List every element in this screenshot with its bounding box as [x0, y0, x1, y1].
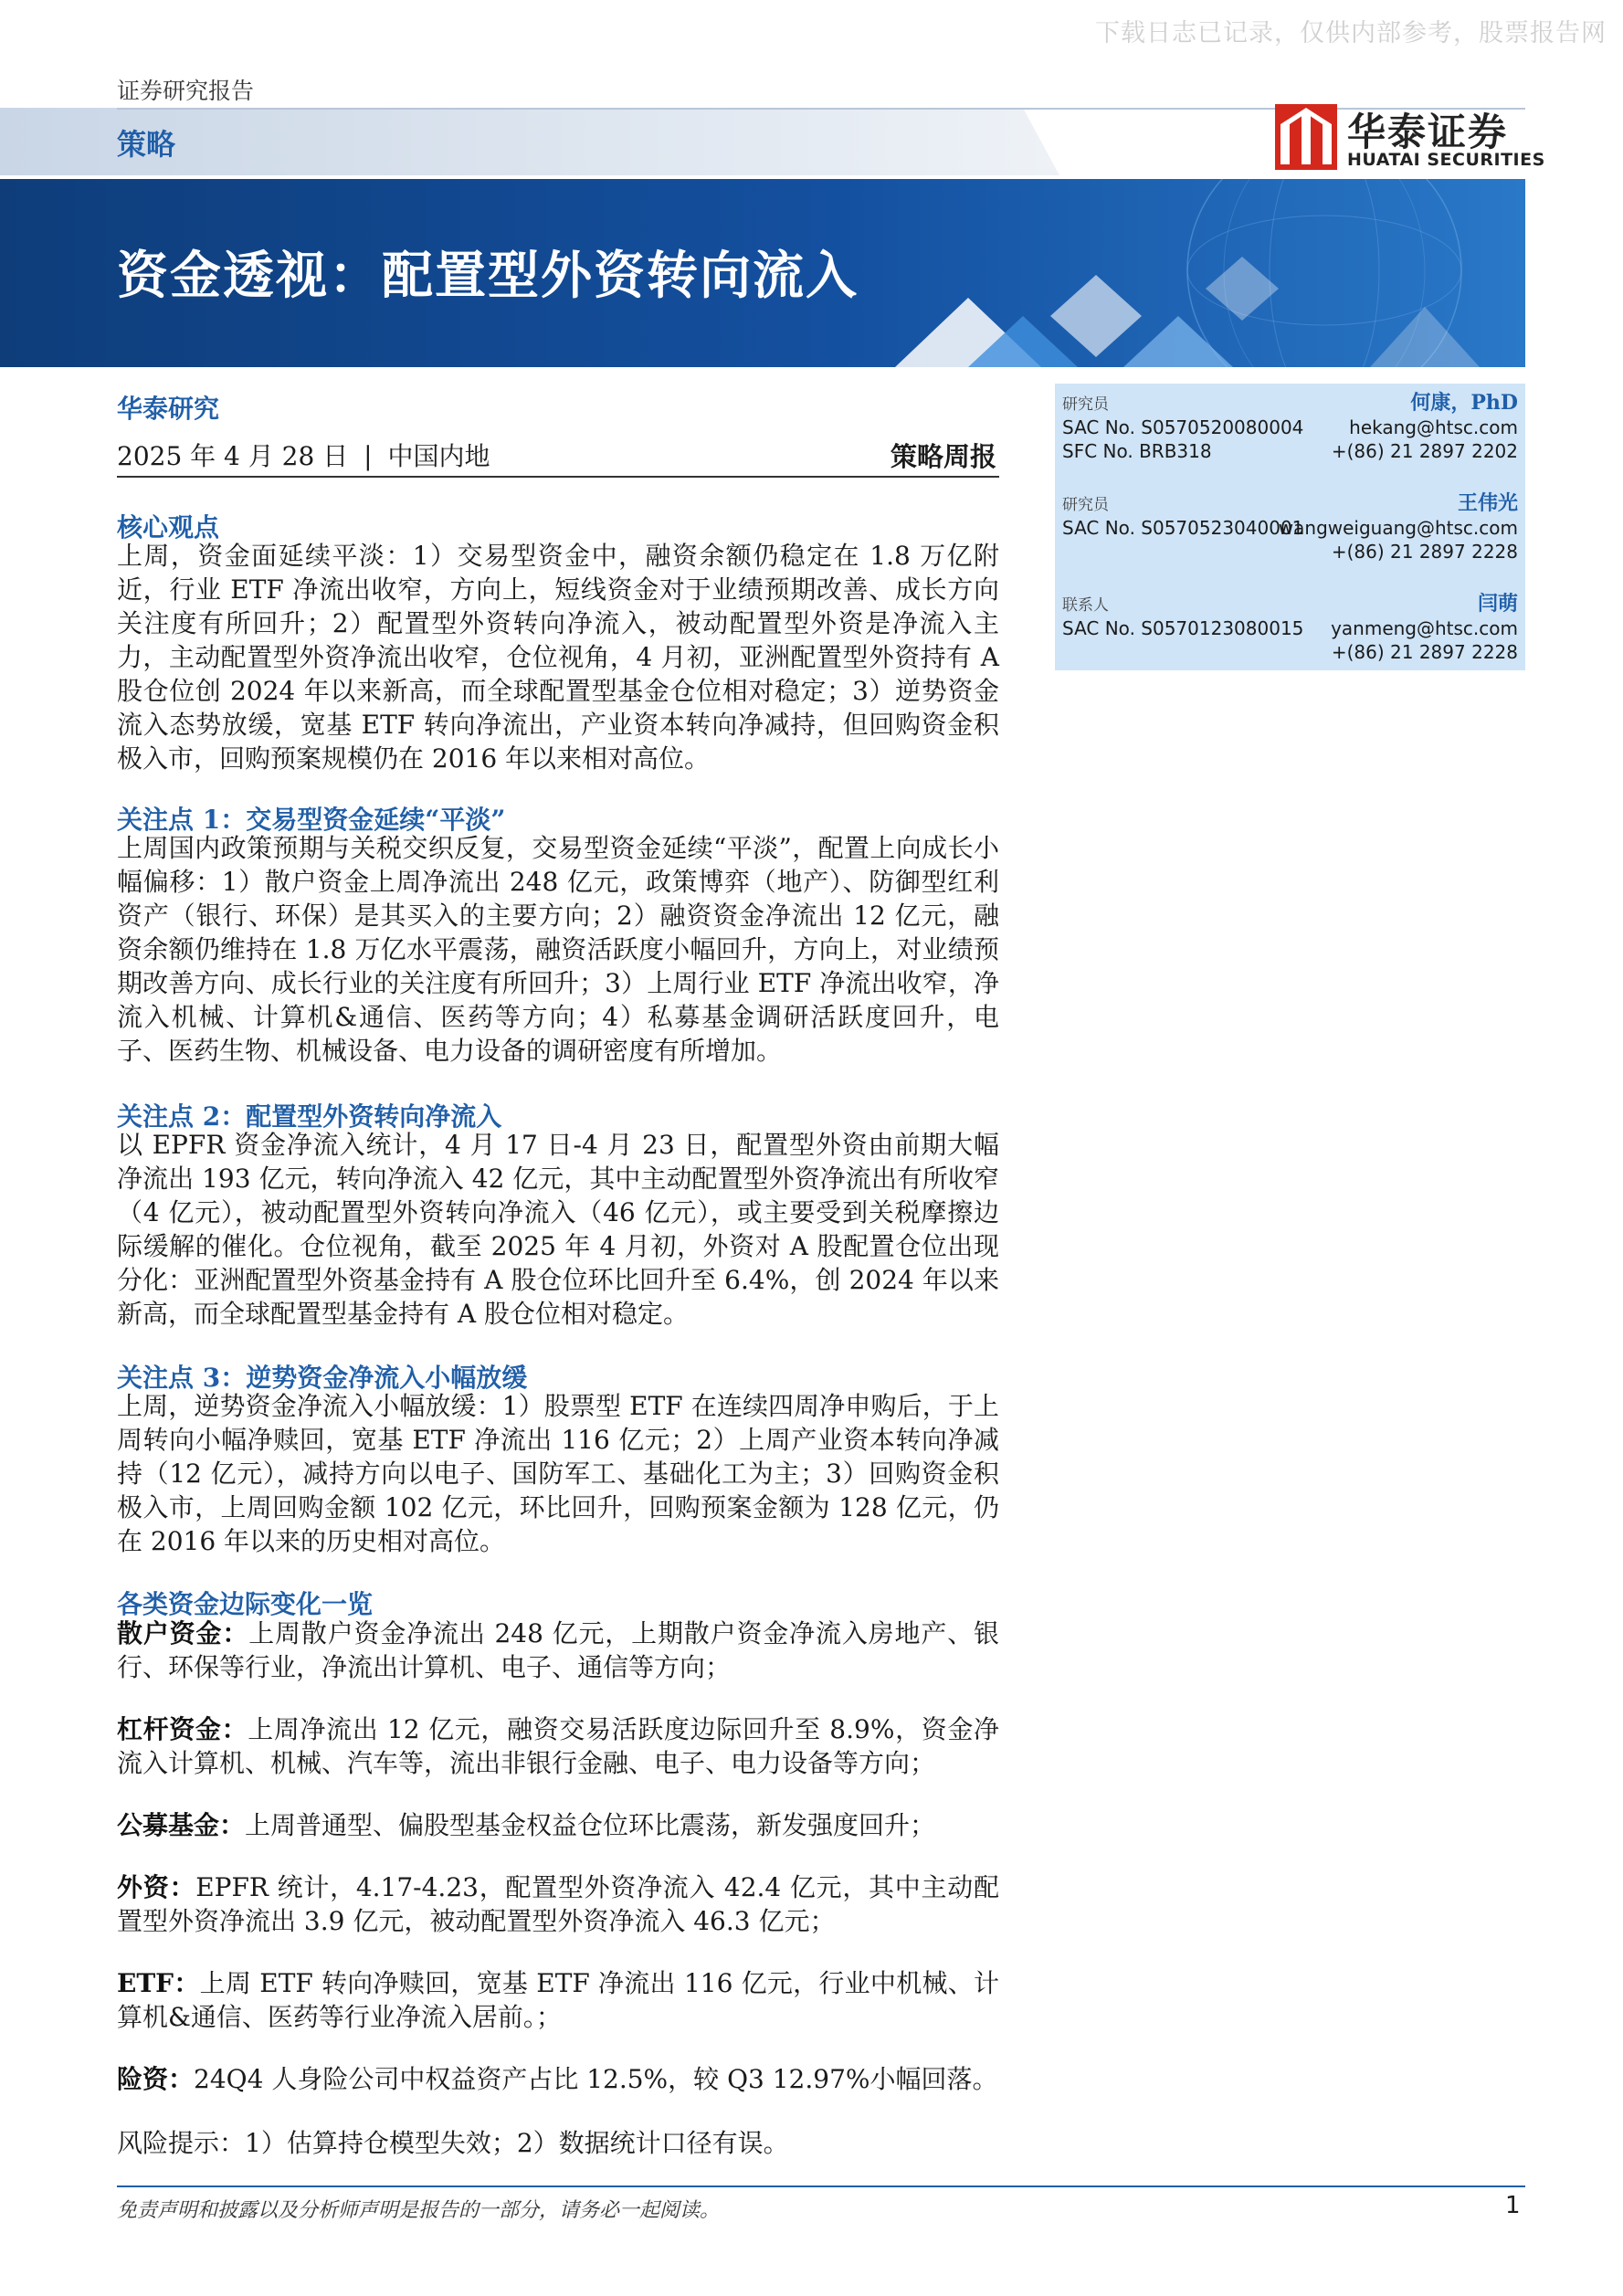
focus1-text: 上周国内政策预期与关税交织反复，交易型资金延续“平淡”，配置上向成长小幅偏移：1）散户资金上周净流出 248 亿元，政策博弈（地产）、防御型红利资产（银行、环保）是其买入的主要方向；2）融资资金净流出 12 亿元，融资余额仍维持在 1.8 万亿水平震荡，融资活跃度小幅回升，方向上，对业绩预期改善方向、成长行业的关注度有所回升；3）上周行业 ETF 净流出收窄，净流入机械、计算机&通信、医药等方向；4）私募基金调研活跃度回升，电子、医药生物、机械设备、电力设备的调研密度有所增加。 — [117, 833, 999, 1066]
overview-item-text: 上周普通型、偏股型基金权益仓位环比震荡，新发强度回升； — [245, 1810, 936, 1840]
core-heading: 核心观点 — [117, 512, 220, 542]
footer-rule — [117, 2185, 1525, 2187]
report-title: 资金透视：配置型外资转向流入 — [117, 246, 859, 306]
overview-item-label: ETF： — [117, 1968, 200, 1998]
overview-item — [117, 1966, 999, 2034]
analyst-role: 联系人 — [1062, 596, 1109, 615]
logo-text-en: HUATAI SECURITIES — [1347, 150, 1545, 170]
analyst-email[interactable]: wangweiguang@htsc.com — [1278, 517, 1518, 539]
analyst-name: 闫萌 — [1477, 592, 1518, 616]
overview-heading: 各类资金边际变化一览 — [117, 1589, 374, 1619]
separator: | — [364, 441, 373, 471]
overview-item-label: 外资： — [117, 1872, 196, 1902]
focus2-text: 以 EPFR 资金净流入统计，4 月 17 日-4 月 23 日，配置型外资由前期大幅净流出 193 亿元，转向净流入 42 亿元，其中主动配置型外资净流出有所收窄（4 亿元），被动配置型外资转向净流入（46 亿元），或主要受到关税摩擦边际缓解的催化。仓位视角，截至 2025 年 4 月初，外资对 A 股配置仓位出现分化：亚洲配置型外资基金持有 A 股仓位环比回升至 6.4%，创 2024 年以来新高，而全球配置型基金持有 A 股仓位相对稳定。 — [117, 1130, 999, 1329]
report-date: 2025 年 4 月 28 日 — [117, 441, 349, 471]
focus2-heading: 关注点 2：配置型外资转向净流入 — [117, 1101, 502, 1132]
overview-item-label: 公募基金： — [117, 1810, 246, 1840]
analyst-phone: +(86) 21 2897 2228 — [1331, 541, 1518, 563]
logo-mark-icon — [1275, 104, 1337, 170]
analyst-name: 王伟光 — [1457, 491, 1518, 515]
overview-item-text: EPFR 统计，4.17-4.23，配置型外资净流入 42.4 亿元，其中主动配置型外资净流出 3.9 亿元，被动配置型外资净流入 46.3 亿元； — [117, 1872, 999, 1936]
analyst-email[interactable]: yanmeng@htsc.com — [1331, 617, 1518, 639]
analyst-sidebar — [1055, 384, 1525, 670]
report-region: 中国内地 — [387, 441, 490, 471]
brand-logo — [1275, 104, 1337, 174]
date-region-line — [117, 437, 490, 473]
analyst-license: SAC No. S0570123080015 — [1062, 617, 1304, 639]
overview-item — [117, 1808, 999, 1842]
analyst-phone: +(86) 21 2897 2228 — [1331, 641, 1518, 663]
disclaimer-note: 免责声明和披露以及分析师声明是报告的一部分，请务必一起阅读。 — [117, 2199, 721, 2222]
overview-item-label: 杠杆资金： — [117, 1714, 248, 1744]
institute-name: 华泰研究 — [117, 394, 220, 424]
analyst-role: 研究员 — [1062, 395, 1109, 414]
category-label: 策略 — [117, 127, 176, 162]
meta-rule — [117, 476, 999, 478]
report-type-label: 证券研究报告 — [117, 78, 255, 104]
page-number: 1 — [1505, 2192, 1521, 2219]
download-watermark: 下载日志已记录，仅供内部参考，股票报告网 — [1095, 19, 1607, 47]
core-text: 上周，资金面延续平淡：1）交易型资金中，融资余额仍稳定在 1.8 万亿附近，行业 ETF 净流出收窄，方向上，短线资金对于业绩预期改善、成长方向关注度有所回升；2）配置型外资转向净流入，被动配置型外资是净流入主力，主动配置型外资净流出收窄，仓位视角，4 月初，亚洲配置型外资持有 A 股仓位创 2024 年以来新高，而全球配置型基金仓位相对稳定；3）逆势资金流入态势放缓，宽基 ETF 转向净流出，产业资本转向净减持，但回购资金积极入市，回购预案规模仍在 2016 年以来相对高位。 — [117, 541, 999, 774]
report-subtype: 策略周报 — [891, 441, 997, 472]
analyst-role: 研究员 — [1062, 496, 1109, 514]
analyst-license: SAC No. S0570520080004 — [1062, 416, 1304, 438]
analyst-license: SAC No. S0570523040001 — [1062, 517, 1304, 539]
focus3-heading: 关注点 3：逆势资金净流入小幅放缓 — [117, 1363, 528, 1393]
analyst-email[interactable]: hekang@htsc.com — [1349, 416, 1518, 438]
overview-item — [117, 1870, 999, 1938]
risk-warning: 风险提示：1）估算持仓模型失效；2）数据统计口径有误。 — [117, 2128, 789, 2158]
focus1-heading: 关注点 1：交易型资金延续“平淡” — [117, 805, 506, 835]
overview-item-label: 散户资金： — [117, 1618, 249, 1648]
overview-item — [117, 1617, 999, 1684]
overview-item-text: 上周散户资金净流出 248 亿元，上期散户资金净流入房地产、银行、环保等行业，净流出计算机、电子、通信等方向； — [117, 1618, 999, 1682]
overview-item — [117, 2062, 999, 2096]
analyst-phone: +(86) 21 2897 2202 — [1331, 440, 1518, 462]
overview-item-text: 上周净流出 12 亿元，融资交易活跃度边际回升至 8.9%，资金净流入计算机、机械、汽车等，流出非银行金融、电子、电力设备等方向； — [117, 1714, 999, 1778]
logo-text-cn: 华泰证券 — [1347, 110, 1509, 154]
overview-item-text: 24Q4 人身险公司中权益资产占比 12.5%，较 Q3 12.97%小幅回落。 — [194, 2064, 998, 2094]
overview-item-text: 上周 ETF 转向净赎回，宽基 ETF 净流出 116 亿元，行业中机械、计算机&通信、医药等行业净流入居前。； — [117, 1968, 999, 2032]
overview-item — [117, 1712, 999, 1780]
overview-item-label: 险资： — [117, 2064, 195, 2094]
focus3-text: 上周，逆势资金净流入小幅放缓：1）股票型 ETF 在连续四周净申购后，于上周转向小幅净赎回，宽基 ETF 净流出 116 亿元；2）上周产业资本转向净减持（12 亿元），减持方向以电子、国防军工、基础化工为主；3）回购资金积极入市，上周回购金额 102 亿元，环比回升，回购预案金额为 128 亿元，仍在 2016 年以来的历史相对高位。 — [117, 1391, 999, 1556]
analyst-name: 何康，PhD — [1410, 391, 1518, 415]
analyst-sfc: SFC No. BRB318 — [1062, 440, 1212, 462]
